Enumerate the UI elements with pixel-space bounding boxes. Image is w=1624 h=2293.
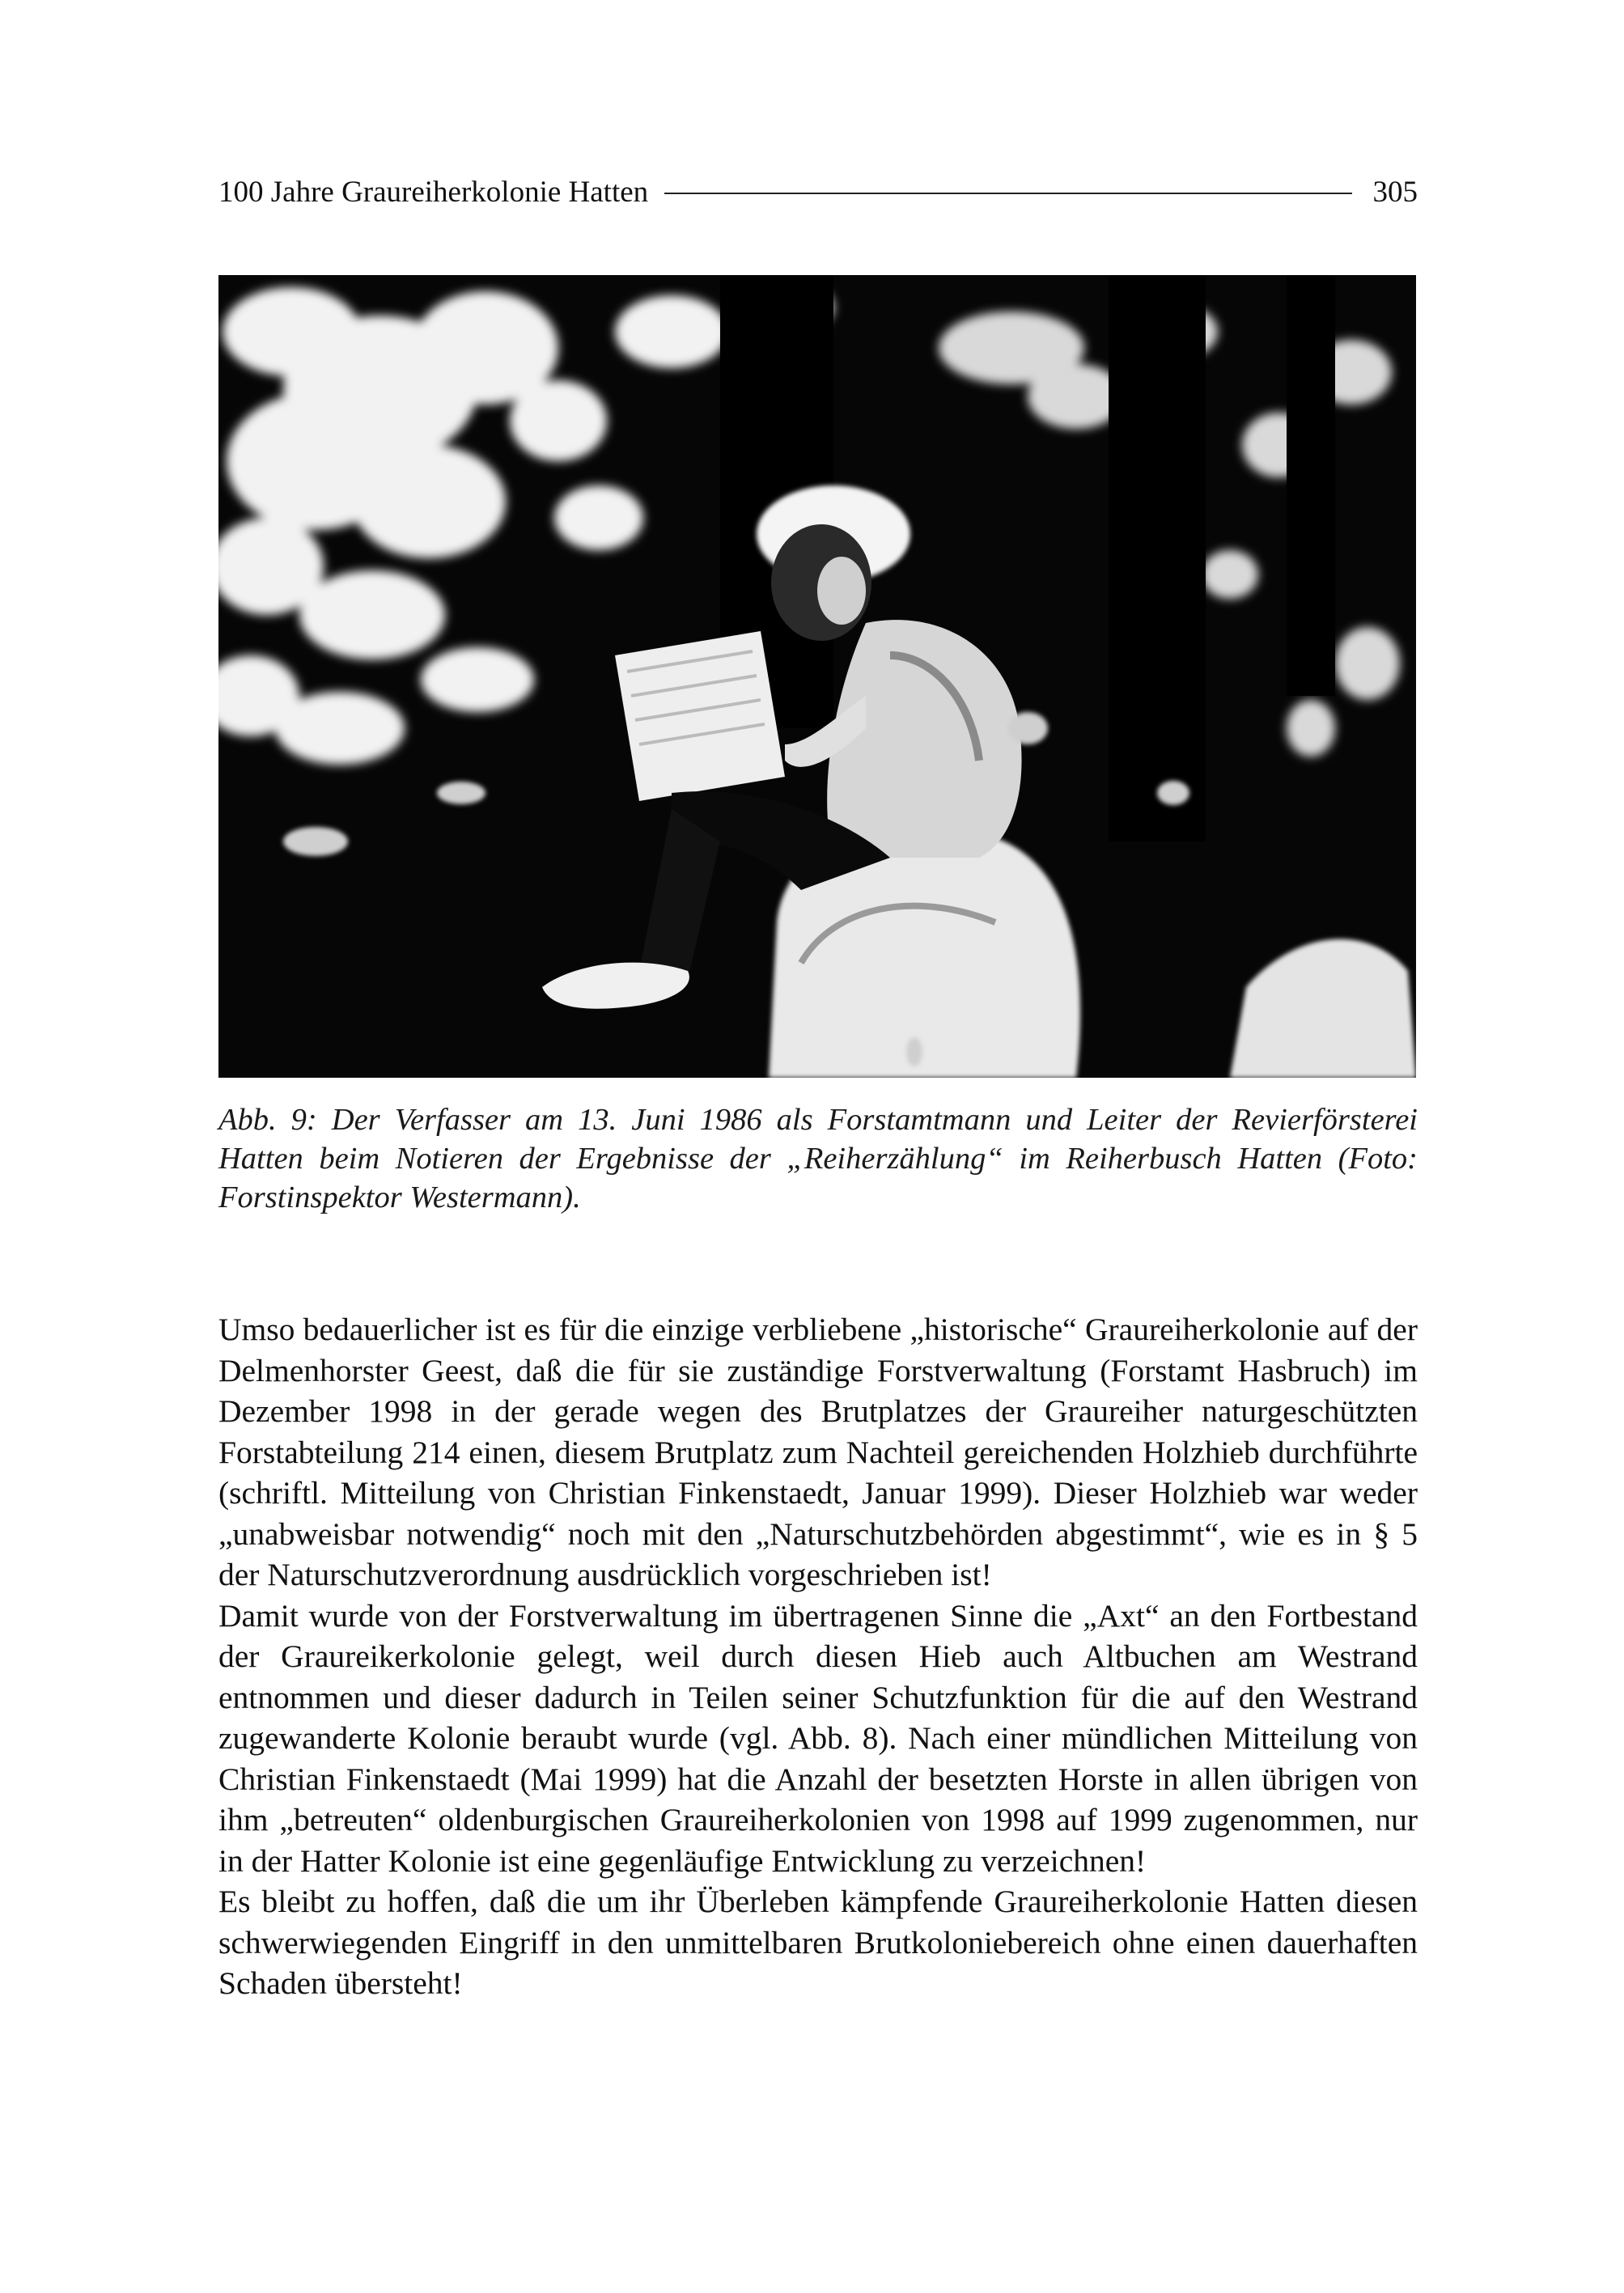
page-number: 305 bbox=[1372, 175, 1418, 209]
running-title: 100 Jahre Graureiherkolonie Hatten bbox=[218, 175, 649, 209]
paragraph: Umso bedauerlicher ist es für die einzige verbliebene „historische“ Graureiherkolonie auf der Delmenhorster Geest, daß die für sie zuständige Forstverwaltung (Forstamt Hasbruch) im Dezember 1998 in der gerade wegen des Brutplatzes der Graureiher naturgeschützten Forstabteilung 214 einen, diesem Brutplatz zum Nachteil gereichenden Holzhieb durchführte (schriftl. Mitteilung von Christian Finkenstaedt, Januar 1999). Dieser Holzhieb war weder „unabweisbar notwendig“ noch mit den „Naturschutzbehörden abgestimmt“, wie es in § 5 der Naturschutzverordnung ausdrücklich vorgeschrieben ist! bbox=[218, 1312, 1418, 1592]
paragraph: Es bleibt zu hoffen, daß die um ihr Überleben kämpfende Graureiherkolonie Hatten diesen schwerwiegenden Eingriff in den unmittelbaren Brutkoloniebereich ohne einen dauerhaften Schaden übersteht! bbox=[218, 1884, 1418, 2001]
figure-caption: Abb. 9: Der Verfasser am 13. Juni 1986 als Forstamtmann und Leiter der Revierförsterei Hatten beim Notieren der Ergebnisse der „Reiherzählung“ im Reiherbusch Hatten (Foto: Forstinspektor Westermann). bbox=[218, 1103, 1418, 1214]
figure-photo bbox=[218, 275, 1416, 1078]
running-header bbox=[218, 172, 1418, 212]
photo-illustration bbox=[218, 275, 1416, 1078]
paragraph: Damit wurde von der Forstverwaltung im übertragenen Sinne die „Axt“ an den Fortbestand der Graureikerkolonie gelegt, weil durch diesen Hieb auch Altbuchen am Westrand entnommen und dieser dadurch in Teilen seiner Schutzfunktion für die auf den Westrand zugewanderte Kolonie beraubt wurde (vgl. Abb. 8). Nach einer mündlichen Mitteilung von Christian Finkenstaedt (Mai 1999) hat die Anzahl der besetzten Horste in allen übrigen von ihm „betreuten“ oldenburgischen Graureiherkolonien von 1998 auf 1999 zugenommen, nur in der Hatter Kolonie ist eine gegenläufige Entwicklung zu verzeichnen! bbox=[218, 1597, 1418, 1879]
header-rule bbox=[664, 193, 1351, 194]
body-text bbox=[218, 1309, 1418, 2004]
